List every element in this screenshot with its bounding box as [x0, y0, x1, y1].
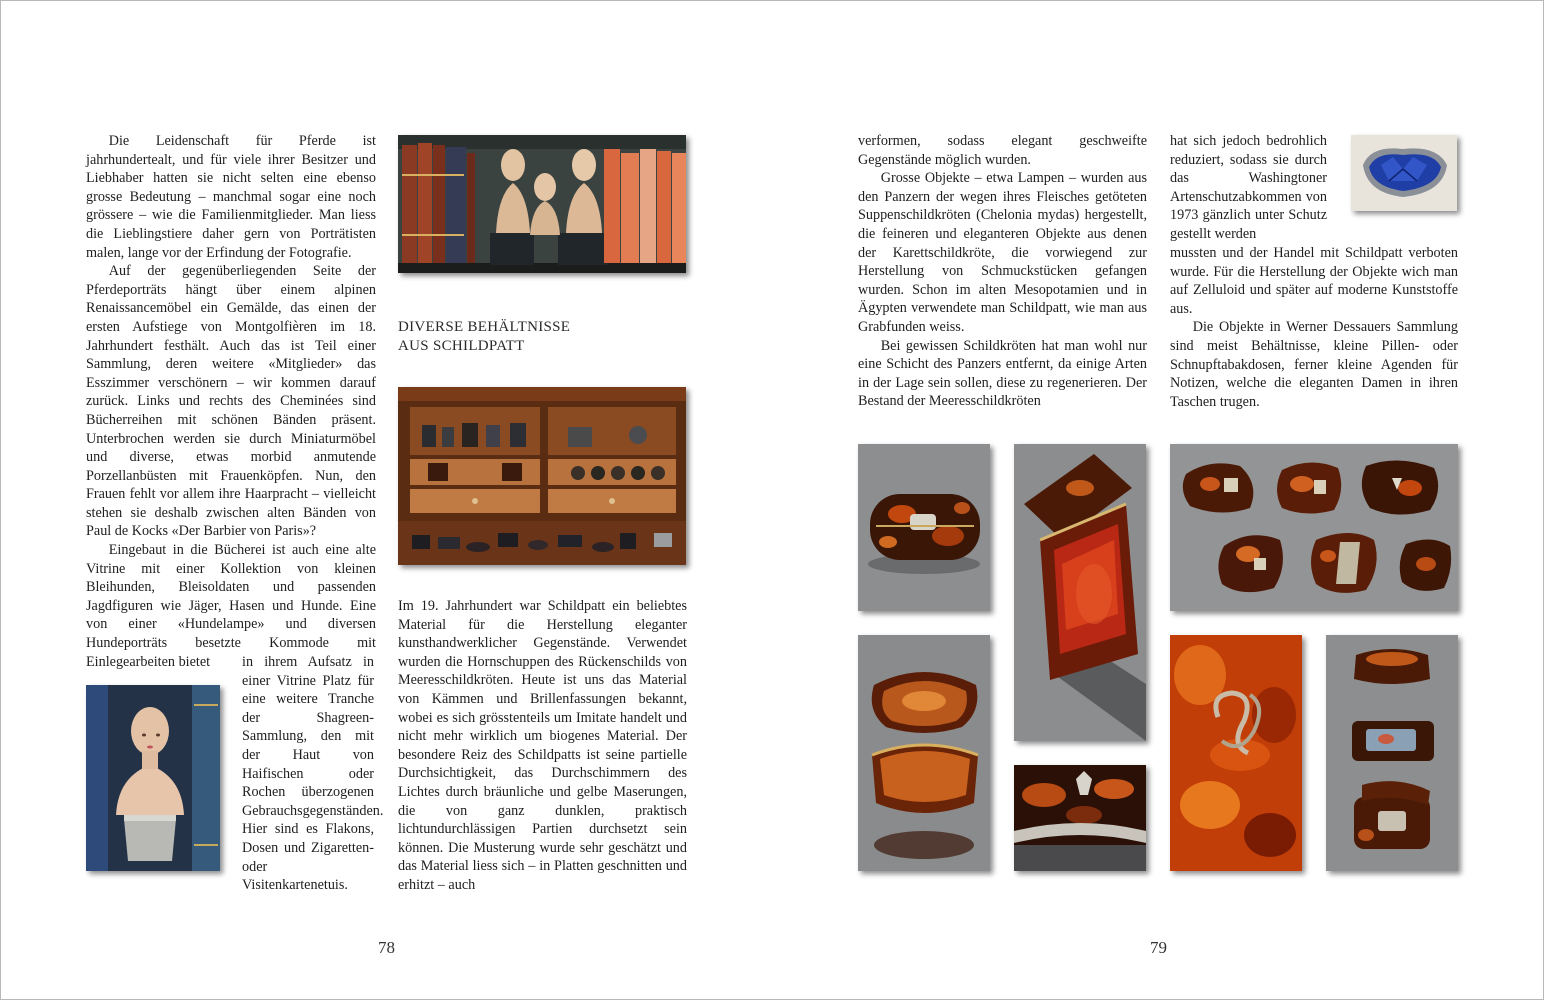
page-number-right: 79 [1150, 938, 1167, 957]
paragraph: Im 19. Jahrhundert war Schildpatt ein beliebtes Material für die Herstellung eleganter kunsthandwerklicher Gegenstände. Verwendet wurden die Hornschuppen des Rückenschilds von Meeresschildkröten. Heute ist uns das Material von Kämmen und Brillenfassungen bekannt, wobei es sich grösstenteils um Imitate handelt und nicht mehr wirklich um biogenes Material. Der besondere Reiz des Schildpatts ist seine partielle Durchsichtigkeit, das Durchschimmern des Lichtes durch bräunliche und gelbe Maserungen, die von ganz dunklen, praktisch lichtundurchlässigen Partien durchsetzt sein können. Die Musterung wurde sehr geschätzt und das Material liess sich – in Platten geschnitten und erhitzt – auch [398, 598, 687, 893]
open-snuffbox-photo [858, 635, 990, 871]
caption-line: DIVERSE BEHÄLTNISSE [398, 319, 571, 335]
paragraph: mussten und der Handel mit Schildpatt verboten wurde. Für die Herstellung der Objekte wich man auf Zelluloid und später auf moderne Kunststoffe aus. [1170, 245, 1458, 317]
tortoiseshell-detail-photo [1014, 765, 1146, 871]
bookshelf-busts-photo [398, 135, 686, 273]
right-text-column-2-head [1170, 132, 1327, 244]
paragraph: Auf der gegenüberliegenden Seite der Pferdeporträts hängt über einem alpinen Renaissancemöbel ein Gemälde, das einen der ersten Aufstiege von Montgolfièren im 18. Jahrhundert festhält. Auch das ist Teil einer Sammlung, deren weitere «Mitglieder» das Esszimmer verschönern – wir kommen darauf zurück. Links und rechts des Cheminées sind Bücherreihen mit schönen Bänden präsent. Unterbrochen werden sie durch Miniaturmöbel und diverse, etwas morbid anmutende Porzellanbüsten mit Frauenköpfen. Nun, den Frauen fehlt vor allem ihre Haarpracht – vielleicht stehen sie deshalb zwischen alten Bänden von Paul de Kocks «Der Barbier von Paris»? [86, 263, 376, 540]
left-text-column-1 [86, 132, 376, 671]
left-text-column-2 [398, 597, 687, 895]
paragraph: Die Leidenschaft für Pferde ist jahrhundertealt, und für viele ihrer Besitzer und Liebhaber hatten sie nicht selten eine ebenso grosse Bedeutung – manchmal sogar eine noch grössere – wie die Familienmitglieder. Man liess die Lieblingstiere daher gern von Porträtisten malen, lange vor der Erfindung der Fotografie. [86, 133, 376, 261]
tortoiseshell-purses-photo [1170, 444, 1458, 611]
open-tortoiseshell-casket-photo [1014, 444, 1146, 741]
monogram-plate-photo [1170, 635, 1302, 871]
paragraph: verformen, sodass elegant geschweifte Gegenstände möglich wurden. [858, 133, 1147, 168]
paragraph: Eingebaut in die Bücherei ist auch eine alte Vitrine mit einer Kollektion von kleinen Bleihunden, Bleisoldaten und passenden Jagdfiguren wie Jäger, Hasen und Hunde. Eine von einer «Hundelampe» und diversen Hundeporträts besetzte Kommode mit Einlegearbeiten bietet [86, 542, 376, 670]
page-number-left: 78 [378, 938, 395, 957]
photo-caption [398, 318, 570, 355]
caption-line: AUS SCHILDPATT [398, 337, 525, 354]
cabinet-collection-photo [398, 387, 686, 565]
paragraph: in ihrem Aufsatz in einer Vitrine Platz für eine weitere Tranche der Shagreen-Sammlung, den mit der Haut von Haifischen oder Rochen überzogenen Gebrauchsgegenständen. Hier sind es Flakons, Dosen und Zigaretten- oder Visitenkartenetuis. [242, 654, 384, 894]
right-text-column-2 [1170, 244, 1458, 411]
left-text-column-1-tail [242, 653, 384, 895]
paragraph: Grosse Objekte – etwa Lampen – wurden aus den Panzern der wegen ihres Fleisches getöteten Suppenschildkröten (Chelonia mydas) hergestellt, die feineren und eleganteren Objekte aus denen der Karettschildkröte, die vorwiegend zur Herstellung von Schmuckstücken gefangen wurden. Schon im alten Mesopotamien und in Ägypten verwendete man Schildpatt, wie man aus Grabfunden weiss. [858, 170, 1147, 335]
stacked-boxes-photo [1326, 635, 1458, 871]
right-text-column-1 [858, 132, 1147, 411]
porcelain-bust-photo [86, 685, 220, 871]
paragraph: Die Objekte in Werner Dessauers Sammlung sind meist Behältnisse, kleine Pillen- oder Schnupftabakdosen, ferner kleine Agenden für Notizen, welche die eleganten Damen in ihren Taschen trugen. [1170, 319, 1458, 410]
tortoiseshell-box-1-photo [858, 444, 990, 611]
blue-case-photo [1351, 135, 1457, 211]
paragraph: Bei gewissen Schildkröten hat man wohl nur eine Schicht des Panzers entfernt, da einige Arten in der Lage sein sollen, diese zu regenerieren. Der Bestand der Meeresschildkröten [858, 337, 1147, 410]
paragraph: hat sich jedoch bedrohlich reduziert, sodass sie durch das Washingtoner Artenschutzabkommen von 1973 gänzlich unter Schutz gestellt werden [1170, 133, 1327, 242]
